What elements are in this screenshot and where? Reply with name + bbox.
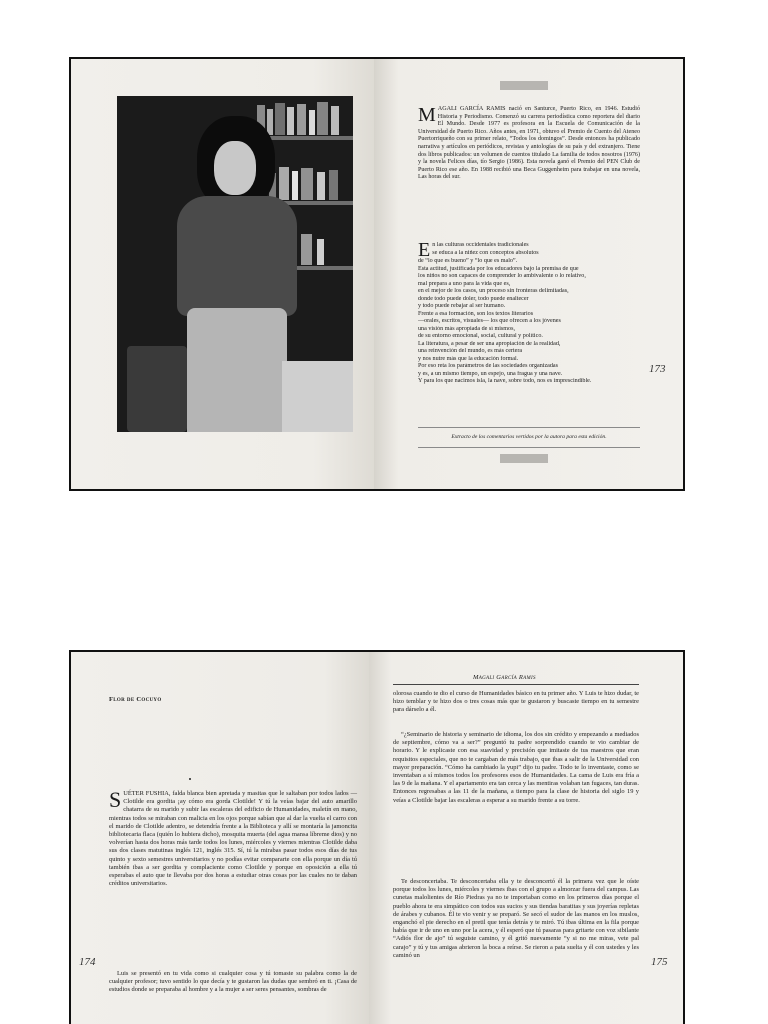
poem-line: y nos nutre más que la educación formal. [418, 355, 519, 362]
story-paragraph: olorosa cuando te dio el curso de Humanidades básico en tu primer año. Y Luis te hizo dudar, te hizo temblar y te hizo dos o tres cosas más que te gustaron y buscaste tiempo en tu semestre para dárselo a él. [393, 690, 639, 714]
poem-line: Esta actitud, justificada por los educadores bajo la premisa de que [418, 265, 579, 272]
page-number: 173 [649, 363, 666, 375]
poem-line: y todo puede rebajar al ser humano. [418, 303, 506, 309]
chair [127, 346, 187, 432]
book-spread-top [69, 57, 685, 491]
books-row [257, 101, 349, 135]
page-number: 175 [651, 956, 668, 968]
poem-line: en el mejor de los casos, un proceso sin fronteras delimitadas, [418, 288, 569, 294]
page-174 [71, 652, 369, 1024]
page-173 [374, 59, 683, 489]
poem-dropcap: E [418, 239, 431, 261]
bottom-tab-mark [500, 454, 548, 463]
credit-note: Extracto de los comentarios vertidos por la autora para esta edición. [451, 434, 607, 440]
poem-line: y es, a un mismo tiempo, un espejo, una fragua y una nave. [418, 370, 563, 377]
poem-line: —orales, escritos, visuales— los que ofrecen a los jóvenes [418, 318, 561, 324]
poem-line: Frente a esa formación, son los textos literarios [418, 310, 534, 317]
poem-line: Y para los que nacimos isla, la nave, sobre todo, nos es imprescindible. [418, 378, 592, 384]
portrait-photo [117, 96, 353, 432]
story-opening [109, 787, 357, 888]
poem-line: La literatura, a pesar de ser una apropiación de la realidad, [418, 340, 561, 347]
story-paragraph-2: Luis se presentó en tu vida como si cualquier cosa y tú tomaste su palabra como la de cualquier profesor; tuvo sentido lo que decía y te gustaron las dudas que sembró en ti. ¡Casa de estudios donde se preparaba al hombre y a la mujer a ser seres pensantes, sombras de [109, 970, 357, 994]
top-tab-mark [500, 81, 548, 90]
bio-text: AGALI GARCÍA RAMIS nació en Santurce, Puerto Rico, en 1946. Estudió Historia y Periodismo. Comenzó su carrera periodística como reportera del diario El Mundo. Desde 1977 es profesora en la Escuela de Comunicación de la Universidad de Puerto Rico. Años antes, en 1971, obtuvo el Premio de Cuento del Ateneo Puertorriqueño con su primer relato, “Todos los domingos”. Desde entonces ha publicado narrativa y artículos en periódicos, revistas y antologías de su país y del extranjero. Tiene dos libros publicados: un volumen de cuentos titulado La familia de todos nosotros (1976) y la novela Felices días, tío Sergio (1986). Esta novela ganó el Premio del PEN Club de Puerto Rico ese año. En 1988 recibió una Beca Guggenheim para trabajar en una novela, Las horas del sur. [418, 106, 640, 181]
divider-rule [418, 447, 640, 448]
story-dropcap: S [109, 787, 122, 812]
poem-line: los niños no son capaces de comprender lo ambivalente o lo relativo, [418, 273, 586, 279]
page-number: 174 [79, 956, 96, 968]
author-bio [418, 106, 640, 182]
story-paragraph-3: Te desconcertaba. Te desconcertaba ella y te desconcertó él la primera vez que le oíste porque todos los lunes, miércoles y viernes ibas con el grupo a almorzar fuera del campus. Las cunetas malolientes de Río Piedras ya no te importaban como en los primeros días porque el pueblo ahora te era simpático con todos sus sucios y sus tiendas baratitas y sus joyerías repletas de árabes y cubanos. Él te vio venir y se preparó. Se secó el sudor de las manos en los muslos, enganchó el pie derecho en el pretil que tenía detrás y te miró. Tú ibas última en la fila porque había que ir de uno en uno por la acera, y él esperó que tú pasaras para gritarte con voz sibilante “Adiós flor de ajo” tú seguiste camino, y él gritó nuevamente “y si no me miras, vete pal carajo” y tú y tus amigas abrieron la boca a reírse. Se rieron a pata suelta y él con ustedes y les caminó un [393, 878, 639, 959]
poem-line: se educa a la niñez con conceptos absolutos [432, 249, 539, 256]
poem-line: mal prepara a uno para la vida que es, [418, 280, 511, 287]
poem-line: una visión más apropiada de sí mismos, [418, 325, 515, 332]
page-175 [369, 652, 683, 1024]
face [214, 141, 256, 195]
bio-dropcap: M [418, 104, 436, 126]
desk-papers [282, 361, 353, 432]
poem-line: Por eso reta los parámetros de las sociedades organizadas [418, 363, 558, 369]
author-statement [418, 239, 642, 386]
pants [187, 308, 287, 432]
poem-line: de “lo que es bueno” y “lo que es malo”. [418, 258, 518, 264]
running-head: Flor de Cocuyo [109, 696, 162, 703]
blouse [177, 196, 297, 316]
ornament-dot [189, 778, 191, 780]
story-paragraph-2: “¿Seminario de historia y seminario de idioma, los dos sin crédito y empezando a mediados de septiembre, cómo va a ser?” preguntó tu padre sorprendido cuando te vio cambiar de horario. Y le explicaste con esa suavidad y precisión que imitaste de tus maestros que eran requisitos especiales, que no te cargaban de más trabajo, que ibas a salir de la Universidad con mayor preparación. “Cómo ha cambiado la yupi” dijo tu padre. Todo te lo inventaste, como se inventaban a sí mismos todos los profesores esos de Humanidades. La cama de Luis era fría a las 9 de la mañana. Y el apartamento era tan cerca y las mentiras volaban tan fugaces, tan duras. Entonces regresabas a las 11 de la mañana, a tiempo para la clase de historia del siglo 19 y veías a Clotilde bajar las escaleras a esperar a su marido frente a su torre. [393, 731, 639, 804]
running-head: Magali García Ramis [473, 674, 536, 681]
poem-line: una reinvención del mundo, es más certera [418, 348, 523, 354]
poem-line: n las culturas occidentales tradicionales [432, 242, 529, 248]
book-spread-bottom [69, 650, 685, 1024]
poem-line: de su entorno emocional, social, cultural y político. [418, 333, 543, 339]
story-paragraph: UÉTER FUSHIA, falda blanca bien apretada y masitas que le saltaban por todos lados —Clotilde era gordita ¡ay cómo era gorda Clotilde! Y tú la veías bajar del auto amarillo chatarra de su marido y subir las escaleras del edificio de Humanidades, maletín en mano, mientras todos se miraban con malicia en los ojos porque sabían que al dar la vuelta el carro con el marido de Clotilde adentro, se detendría frente a la Biblioteca y allí se montaría la jamoncita bibliotecaria flaca (quién lo hubiera dicho), mosquita muerta (del agua mansa líbreme dios) y no volverían hasta dos horas más tarde todos los lunes, miércoles y viernes mientras Clotilde daba sus dos clases matutinas inglés 121, inglés 315. Sí, tú la mirabas pasar todos esos días de tus quinto y sexto semestres universitarios y no podías evitar compararte con ella porque un día tú también ibas a ser gordita y complaciente como Clotilde y porque en oposición a ella tú esperabas el auto que te llevaba por dos horas a estudiar otras cosas por las cuales no te daban créditos universitarios. [109, 790, 357, 888]
poem-line: donde todo puede doler, todo puede enaltecer [418, 295, 529, 302]
page-172 [71, 59, 374, 489]
divider-rule [418, 427, 640, 428]
header-rule [393, 684, 639, 685]
